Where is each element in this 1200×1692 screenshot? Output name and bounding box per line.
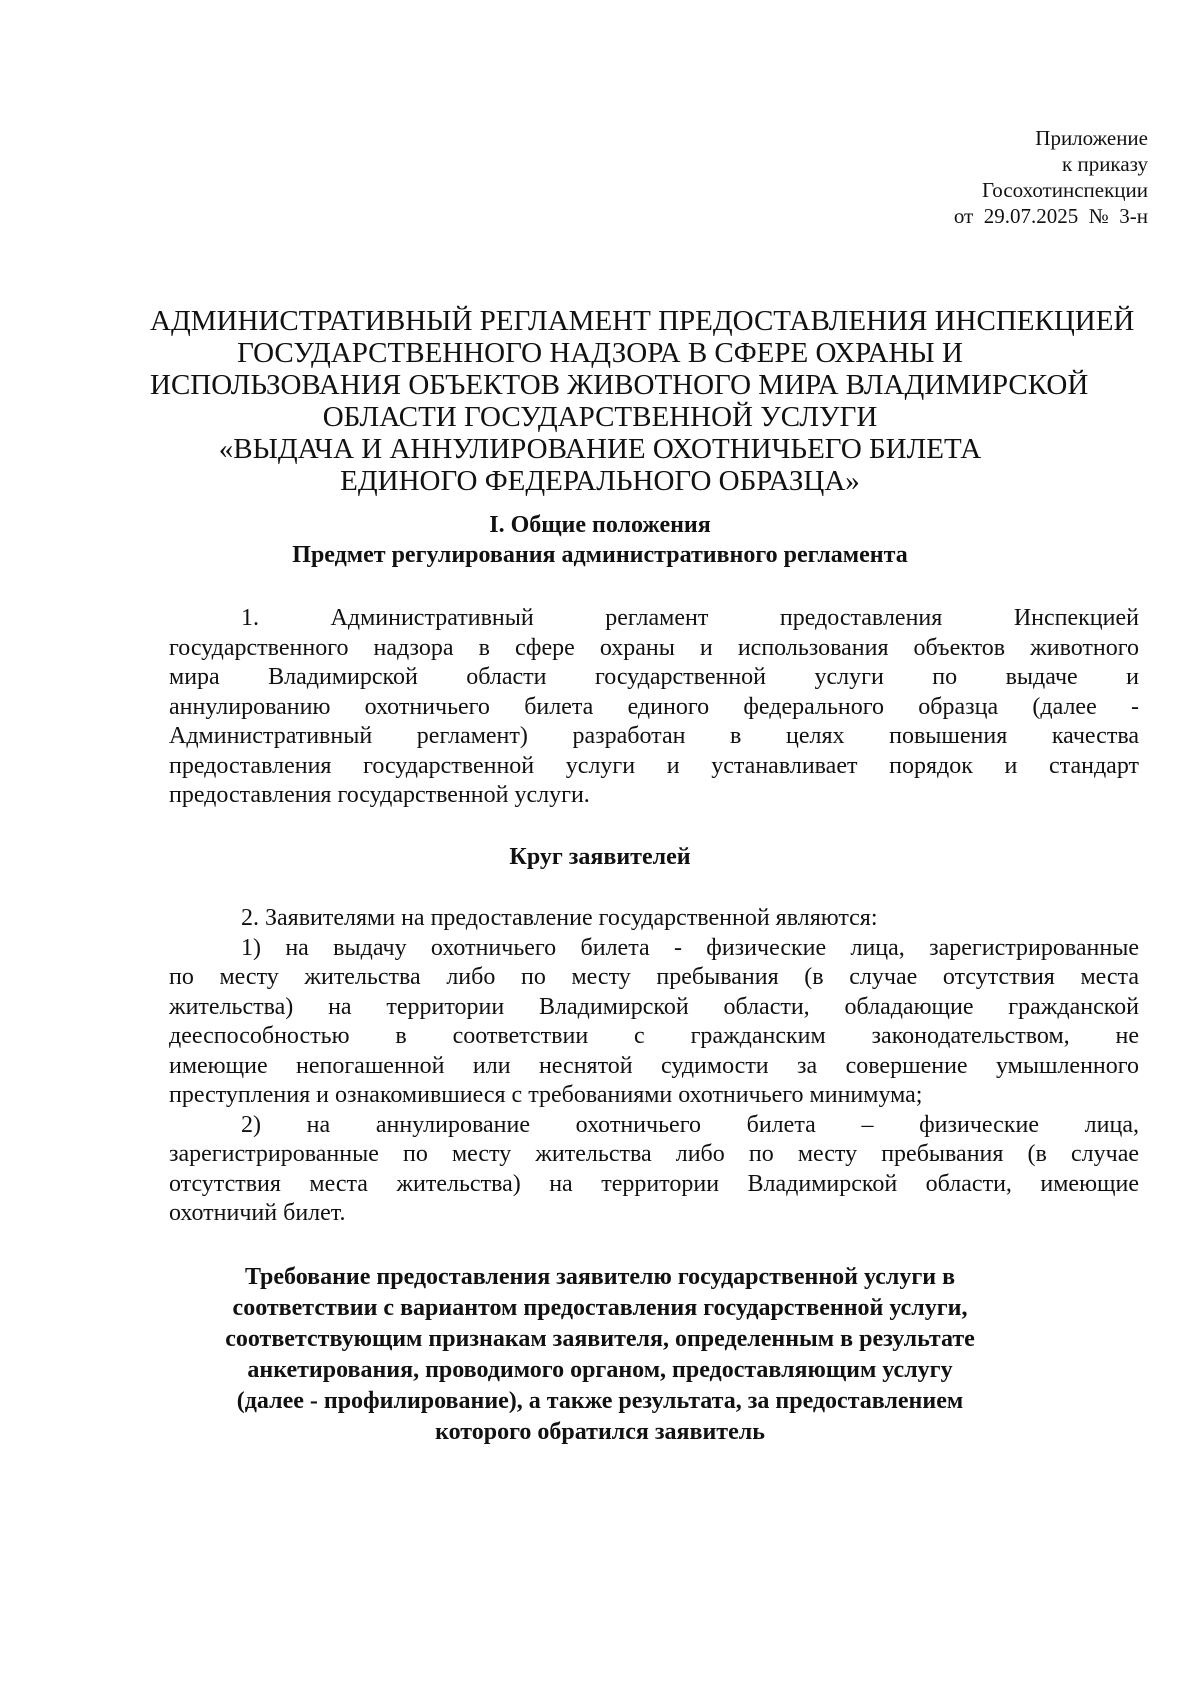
requirement-line: соответствии с вариантом предоставления государственной услуги,	[232, 1295, 968, 1321]
applicant-item-line: дееспособностью в соответствии с гражданским законодательством, не	[169, 1023, 1139, 1049]
requirement-line: (далее - профилирование), а также результата, за предоставлением	[236, 1388, 964, 1414]
section-subtitle: Предмет регулирования административного регламента	[292, 542, 908, 568]
paragraph-line: предоставления государственной услуги и устанавливает порядок и стандарт	[169, 752, 1139, 779]
requirement-line: Требование предоставления заявителю государственной услуги в	[244, 1264, 956, 1290]
title-line: ОБЛАСТИ ГОСУДАРСТВЕННОЙ УСЛУГИ	[322, 401, 878, 433]
applicant-item-line: 2) на аннулирование охотничьего билета – физические лица,	[241, 1111, 1139, 1138]
applicant-item-line: имеющие непогашенной или неснятой судимости за совершение умышленного	[169, 1052, 1139, 1079]
title-line: ЕДИНОГО ФЕДЕРАЛЬНОГО ОБРАЗЦА»	[340, 465, 860, 497]
title-line: ИСПОЛЬЗОВАНИЯ ОБЪЕКТОВ ЖИВОТНОГО МИРА ВЛАДИМИРСКОЙ	[150, 369, 1089, 401]
appendix-line: Госохотинспекции	[982, 178, 1148, 202]
applicant-item-line: охотничий билет.	[169, 1200, 346, 1226]
section-heading	[150, 510, 1050, 570]
section-title: I. Общие положения	[489, 512, 711, 538]
requirement-line: соответствующим признакам заявителя, определенным в результате	[225, 1326, 975, 1352]
requirement-line: анкетирования, проводимого органом, предоставляющим услугу	[247, 1357, 953, 1383]
requirement-heading	[150, 1262, 1050, 1448]
paragraph-line: предоставления государственной услуги.	[169, 782, 590, 808]
applicant-item-line: по месту жительства либо по месту пребывания (в случае отсутствия места	[169, 964, 1139, 990]
title-line: АДМИНИСТРАТИВНЫЙ РЕГЛАМЕНТ ПРЕДОСТАВЛЕНИЯ ИНСПЕКЦИЕЙ	[150, 305, 1135, 337]
applicants-list	[169, 904, 1139, 1229]
paragraph-line: аннулированию охотничьего билета единого федерального образца (далее -	[169, 693, 1139, 720]
title-line: «ВЫДАЧА И АННУЛИРОВАНИЕ ОХОТНИЧЬЕГО БИЛЕТА	[218, 433, 982, 465]
requirement-line: которого обратился заявитель	[435, 1419, 765, 1445]
title-line: ГОСУДАРСТВЕННОГО НАДЗОРА В СФЕРЕ ОХРАНЫ И	[237, 337, 963, 369]
appendix-line: от 29.07.2025 № 3-н	[953, 204, 1148, 228]
appendix-block	[954, 125, 1148, 229]
paragraph-1	[169, 604, 1139, 811]
applicants-intro: 2. Заявителями на предоставление государственной являются:	[241, 905, 878, 931]
paragraph-line: мира Владимирской области государственной услуги по выдаче и	[169, 664, 1139, 690]
paragraph-line: Административный регламент) разработан в целях повышения качества	[169, 723, 1139, 749]
appendix-line: к приказу	[1062, 152, 1148, 176]
applicant-item-line: отсутствия места жительства) на территории Владимирской области, имеющие	[169, 1170, 1139, 1197]
paragraph-line: государственного надзора в сфере охраны и использования объектов животного	[169, 634, 1139, 661]
applicants-heading	[150, 842, 1050, 872]
document-title	[150, 305, 1135, 497]
appendix-line: Приложение	[1035, 126, 1148, 150]
applicant-item-line: жительства) на территории Владимирской области, обладающие гражданской	[169, 993, 1139, 1020]
applicant-item-line: зарегистрированные по месту жительства либо по месту пребывания (в случае	[169, 1141, 1139, 1167]
applicant-item-line: преступления и ознакомившиеся с требованиями охотничьего минимума;	[169, 1082, 923, 1108]
applicant-item-line: 1) на выдачу охотничьего билета - физические лица, зарегистрированные	[241, 934, 1139, 961]
applicants-title: Круг заявителей	[509, 844, 691, 870]
paragraph-line: 1. Административный регламент предоставления Инспекцией	[241, 605, 1139, 631]
